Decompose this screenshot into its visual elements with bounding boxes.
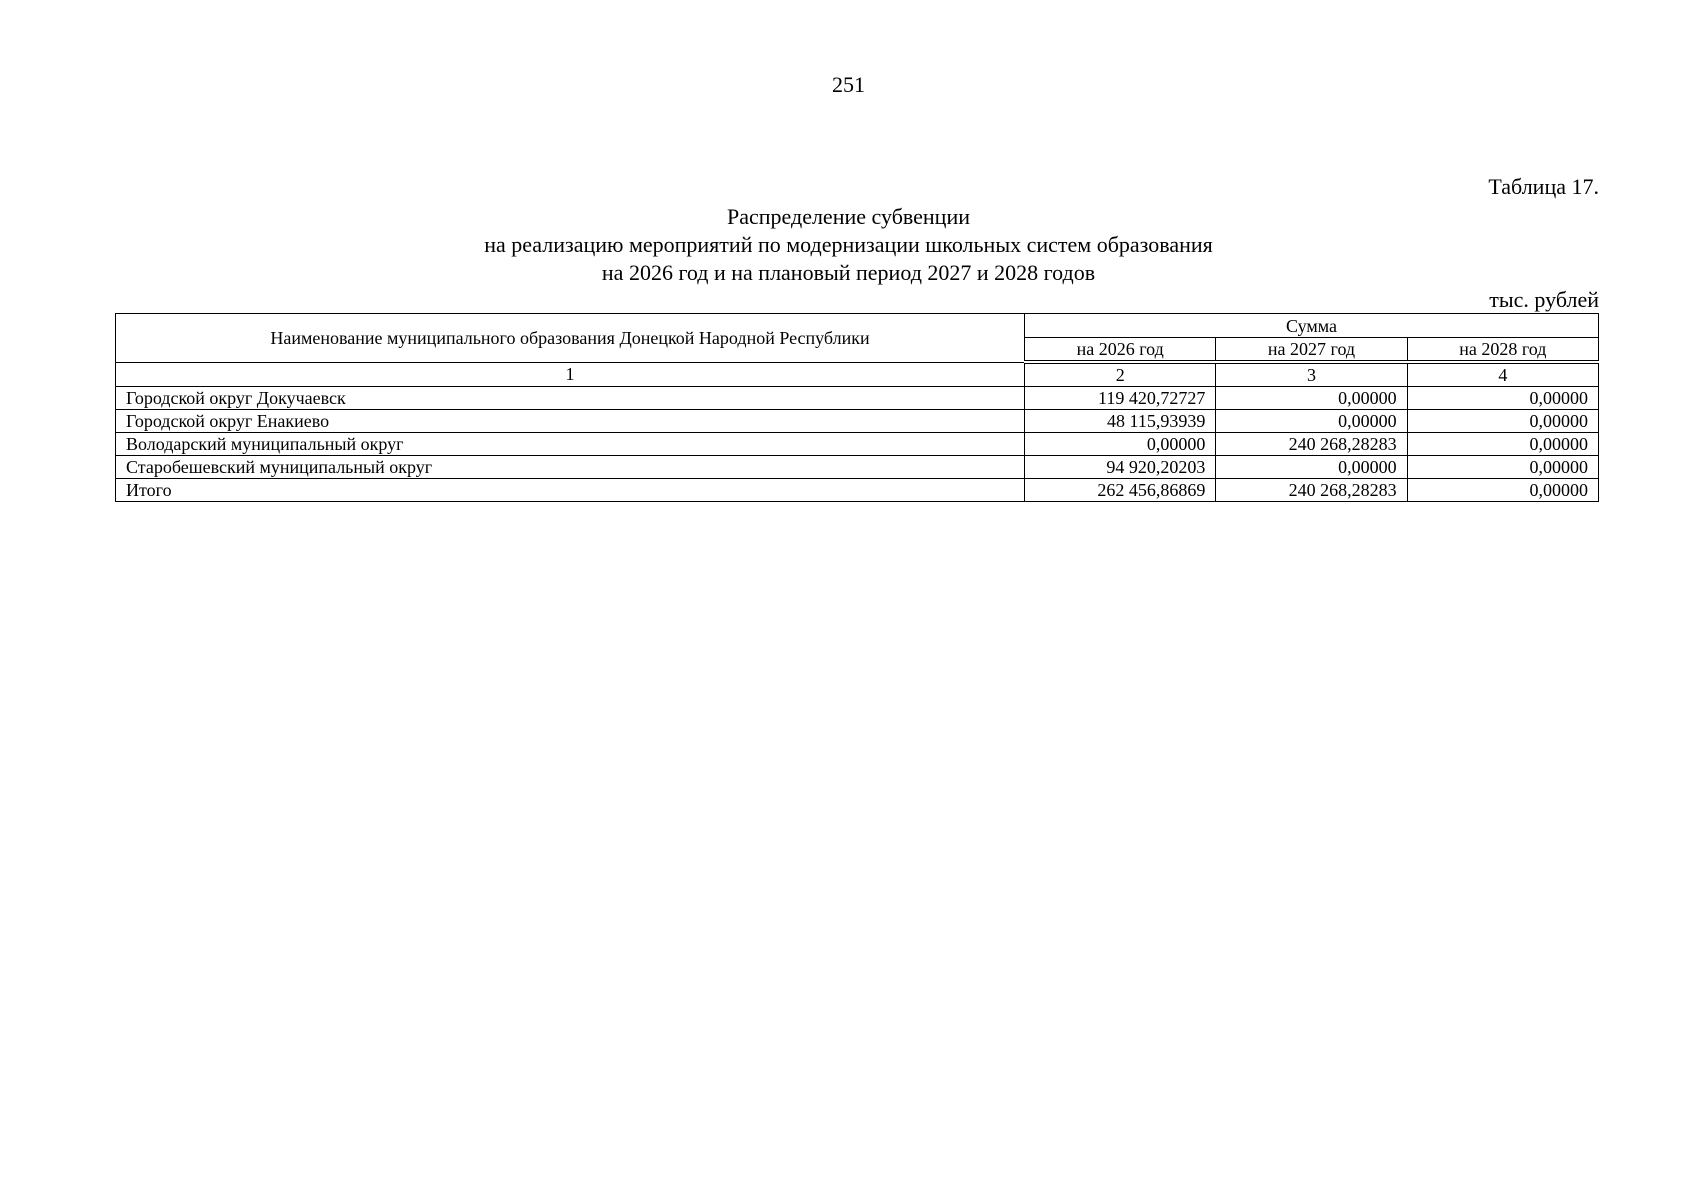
title-line-3: на 2026 год и на плановый период 2027 и 2028 годов bbox=[601, 260, 1096, 285]
column-number: 2 bbox=[1025, 362, 1216, 387]
table-label: Таблица 17. bbox=[1488, 174, 1599, 199]
table-row bbox=[116, 410, 1599, 433]
table-header-row bbox=[116, 314, 1599, 338]
title-line-2: на реализацию мероприятий по модернизации школьных систем образования bbox=[484, 232, 1213, 257]
municipality-name: Городской округ Енакиево bbox=[116, 410, 1025, 433]
table-row bbox=[116, 387, 1599, 410]
total-2028: 0,00000 bbox=[1407, 479, 1598, 502]
column-number: 3 bbox=[1216, 362, 1407, 387]
subsidy-table bbox=[115, 313, 1599, 502]
table-title bbox=[0, 203, 1697, 287]
table-row bbox=[116, 433, 1599, 456]
amount-2028: 0,00000 bbox=[1407, 456, 1598, 479]
amount-2026: 48 115,93939 bbox=[1025, 410, 1216, 433]
header-municipality-name: Наименование муниципального образования Донецкой Народной Республики bbox=[116, 314, 1025, 363]
amount-2027: 0,00000 bbox=[1216, 456, 1407, 479]
total-2027: 240 268,28283 bbox=[1216, 479, 1407, 502]
title-line-1: Распределение субвенции bbox=[726, 204, 971, 229]
amount-2027: 0,00000 bbox=[1216, 410, 1407, 433]
amount-2028: 0,00000 bbox=[1407, 387, 1598, 410]
header-year-2026: на 2026 год bbox=[1025, 338, 1216, 363]
amount-2026: 0,00000 bbox=[1025, 433, 1216, 456]
header-year-2028: на 2028 год bbox=[1407, 338, 1598, 363]
municipality-name: Городской округ Докучаевск bbox=[116, 387, 1025, 410]
column-number: 1 bbox=[116, 362, 1025, 387]
amount-2028: 0,00000 bbox=[1407, 410, 1598, 433]
column-number: 4 bbox=[1407, 362, 1598, 387]
total-label: Итого bbox=[116, 479, 1025, 502]
amount-2026: 119 420,72727 bbox=[1025, 387, 1216, 410]
table-row bbox=[116, 456, 1599, 479]
amount-2027: 0,00000 bbox=[1216, 387, 1407, 410]
page-number: 251 bbox=[832, 72, 865, 97]
amount-2028: 0,00000 bbox=[1407, 433, 1598, 456]
header-year-2027: на 2027 год bbox=[1216, 338, 1407, 363]
municipality-name: Старобешевский муниципальный округ bbox=[116, 456, 1025, 479]
table-total-row bbox=[116, 479, 1599, 502]
units-label: тыс. рублей bbox=[1489, 287, 1599, 312]
column-number-row bbox=[116, 362, 1599, 387]
amount-2026: 94 920,20203 bbox=[1025, 456, 1216, 479]
header-sum: Сумма bbox=[1025, 314, 1599, 338]
municipality-name: Володарский муниципальный округ bbox=[116, 433, 1025, 456]
amount-2027: 240 268,28283 bbox=[1216, 433, 1407, 456]
total-2026: 262 456,86869 bbox=[1025, 479, 1216, 502]
